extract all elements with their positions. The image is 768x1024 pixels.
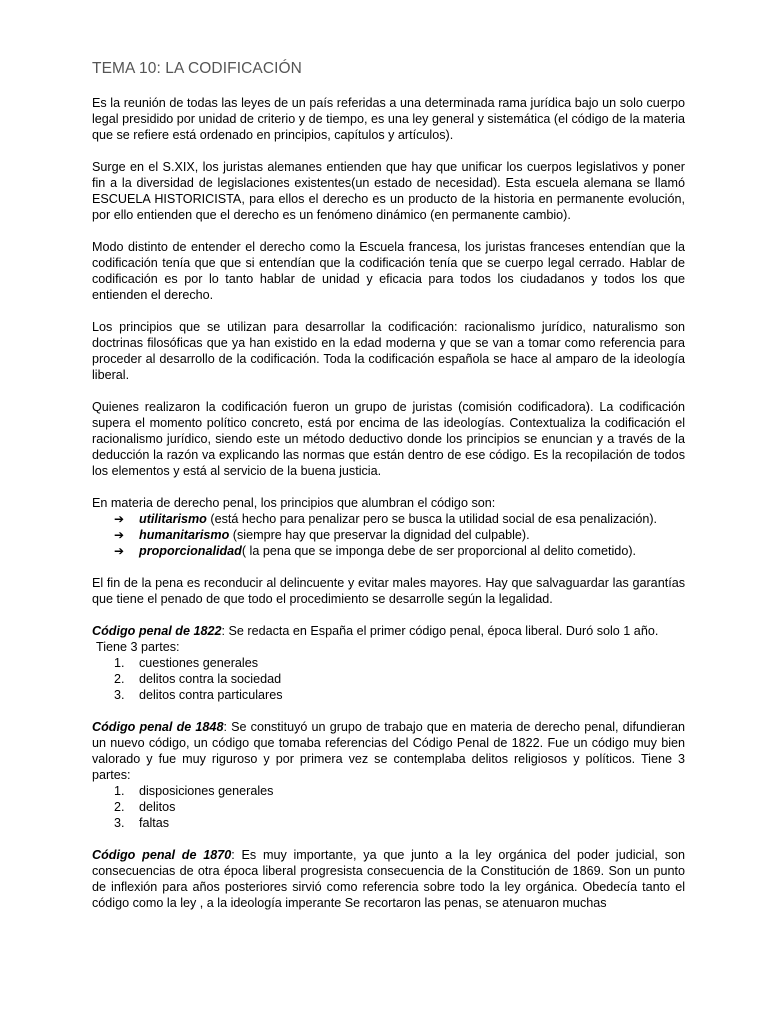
list-item xyxy=(92,655,685,671)
arrow-bullet-icon: ➔ xyxy=(114,544,125,558)
code-1822-list xyxy=(92,655,685,703)
principle-desc: (siempre hay que preservar la dignidad del culpable). xyxy=(229,528,530,542)
list-item xyxy=(92,671,685,687)
arrow-bullet-icon: ➔ xyxy=(114,512,125,526)
code-1870-text: : Es muy importante, ya que junto a la ley orgánica del poder judicial, son consecuencias de otra época liberal progresista consecuencia de la Constitución de 1869. Son un punto de inflexión para años posteriores sirvió como referencia sobre todo la ley orgánica. Obedecía tanto el código como la ley , a la ideología imperante Se recortaron las penas, se atenuaron muchas xyxy=(92,848,685,910)
paragraph-commission: Quienes realizaron la codificación fueron un grupo de juristas (comisión codificadora). La codificación supera el momento político concreto, está por encima de las ideologías. Contextualiza la codificación el racionalismo jurídico, siendo este un método deductivo donde los principios se enuncian y a través de la deducción la razón va explicando las normas que están dentro de ese código. Es la recopilación de todos los elementos y está al servicio de la buena justicia. xyxy=(92,400,685,478)
list-text: delitos contra la sociedad xyxy=(139,672,282,686)
list-text: faltas xyxy=(139,816,170,830)
code-1870-heading: Código penal de 1870 xyxy=(92,848,232,862)
list-item xyxy=(92,527,685,543)
list-text: delitos xyxy=(139,800,176,814)
paragraph-origin: Surge en el S.XIX, los juristas alemanes entienden que hay que unificar los cuerpos legislativos y poner fin a la diversidad de legislaciones existentes(un estado de necesidad). Esta escuela alemana se llamó ESCUELA HISTORICISTA, para ellos el derecho es un producto de la historia en permanente evolución, por ello entienden que el derecho es un fenómeno dinámico (en permanente cambio). xyxy=(92,160,685,222)
list-number: 3. xyxy=(114,816,125,830)
penal-principles-section xyxy=(92,495,685,559)
list-number: 3. xyxy=(114,688,125,702)
paragraph-definition: Es la reunión de todas las leyes de un país referidas a una determinada rama jurídica bajo un solo cuerpo legal presidido por unidad de criterio y de tiempo, es una ley general y sistemática (el código de la materia que se refiere está ordenado en principios, capítulos y artículos). xyxy=(92,96,685,142)
list-number: 2. xyxy=(114,800,125,814)
code-1822-paragraph xyxy=(92,623,685,639)
list-item xyxy=(92,799,685,815)
principle-desc: ( la pena que se imponga debe de ser proporcional al delito cometido). xyxy=(241,544,637,558)
code-1822-parts: Tiene 3 partes: xyxy=(96,640,180,654)
principle-term: humanitarismo xyxy=(139,528,230,542)
code-1848-heading: Código penal de 1848 xyxy=(92,720,224,734)
arrow-bullet-icon: ➔ xyxy=(114,528,125,542)
code-1848-text: : Se constituyó un grupo de trabajo que en materia de derecho penal, difundieran un nuevo código, un código que tomaba referencias del Código Penal de 1822. Fue un código muy bien valorado y fue muy riguroso y por primera vez se contemplaba delitos religiosos y políticos. Tiene 3 partes: xyxy=(92,720,685,782)
principle-term: proporcionalidad xyxy=(139,544,242,558)
paragraph-purpose: El fin de la pena es reconducir al delincuente y evitar males mayores. Hay que salvaguardar las garantías que tiene el penado de que todo el procedimiento se desarrolle según la legalidad. xyxy=(92,576,685,606)
list-item xyxy=(92,815,685,831)
code-1870-paragraph xyxy=(92,847,685,911)
list-number: 2. xyxy=(114,672,125,686)
code-1848-section xyxy=(92,719,685,831)
principle-term: utilitarismo xyxy=(139,512,207,526)
code-1822-heading: Código penal de 1822 xyxy=(92,624,222,638)
list-number: 1. xyxy=(114,784,125,798)
list-text: delitos contra particulares xyxy=(139,688,283,702)
list-item xyxy=(92,783,685,799)
list-number: 1. xyxy=(114,656,125,670)
list-item xyxy=(92,511,685,527)
principle-desc: (está hecho para penalizar pero se busca la utilidad social de esa penalización). xyxy=(206,512,658,526)
list-item xyxy=(92,687,685,703)
code-1822-section xyxy=(92,623,685,703)
list-text: cuestiones generales xyxy=(139,656,259,670)
list-item xyxy=(92,543,685,559)
code-1848-paragraph xyxy=(92,719,685,783)
code-1848-list xyxy=(92,783,685,831)
page-title: TEMA 10: LA CODIFICACIÓN xyxy=(92,60,302,77)
paragraph-penal-intro: En materia de derecho penal, los principios que alumbran el código son: xyxy=(92,496,496,510)
paragraph-french-school: Modo distinto de entender el derecho como la Escuela francesa, los juristas franceses entendían que la codificación tenía que que si entendían que la codificación tenía que se cuerpo legal cerrado. Hablar de codificación es por lo tanto hablar de unidad y eficacia para todos los ciudadanos y todos los que entienden el derecho. xyxy=(92,240,685,302)
principles-list xyxy=(92,511,685,559)
list-text: disposiciones generales xyxy=(139,784,274,798)
code-1822-text: : Se redacta en España el primer código penal, época liberal. Duró solo 1 año. xyxy=(221,624,659,638)
paragraph-principles: Los principios que se utilizan para desarrollar la codificación: racionalismo jurídico, naturalismo son doctrinas filosóficas que ya han existido en la edad moderna y que se van a tomar como referencia para proceder al desarrollo de la codificación. Toda la codificación española se hace al amparo de la ideología liberal. xyxy=(92,320,685,382)
